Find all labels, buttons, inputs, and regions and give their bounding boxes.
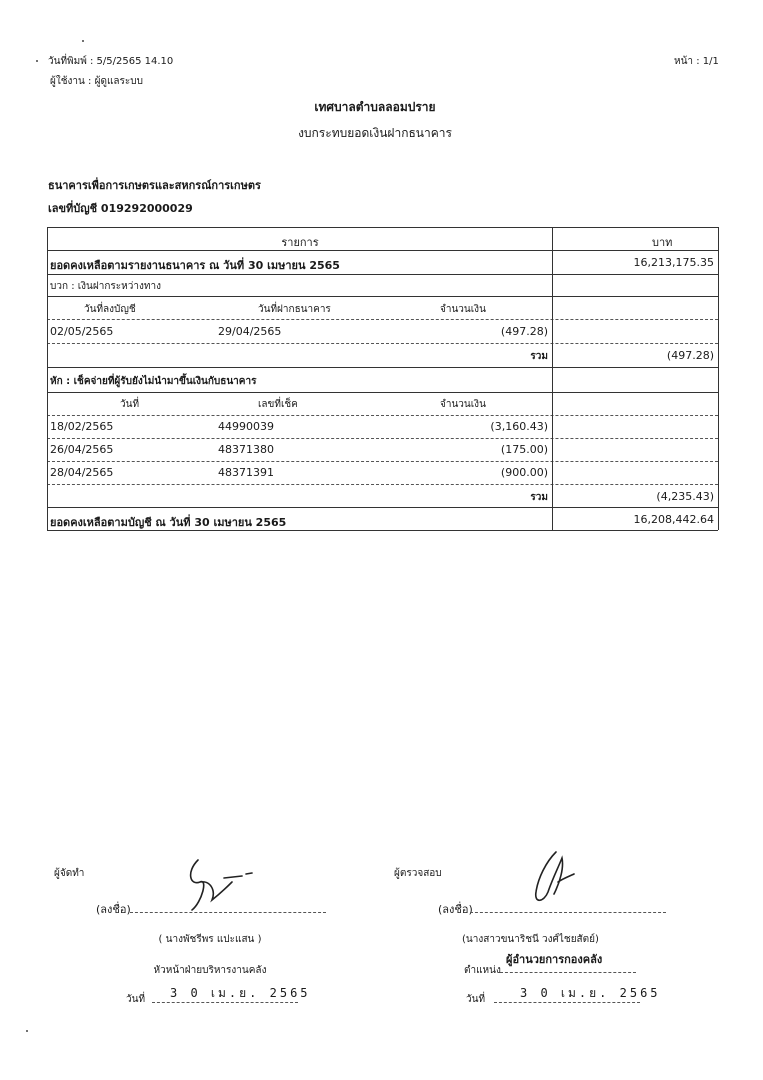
- book-balance-label: ยอดคงเหลือตามบัญชี ณ วันที่ 30 เมษายน 2565: [50, 516, 287, 529]
- account-number: เลขที่บัญชี 019292000029: [48, 202, 193, 215]
- reviewer-date-prefix: วันที่: [466, 994, 486, 1005]
- add-header-amount: จำนวนเงิน: [440, 304, 486, 315]
- less-row-amount: (175.00): [500, 443, 548, 456]
- preparer-signature: [176, 852, 256, 914]
- user-label: ผู้ใช้งาน : ผู้ดูแลระบบ: [50, 76, 143, 87]
- bank-balance-label: ยอดคงเหลือตามรายงานธนาคาร ณ วันที่ 30 เมษายน 2565: [50, 259, 340, 272]
- preparer-date-prefix: วันที่: [126, 994, 146, 1005]
- preparer-name: ( นางพัชรีพร แปะแสน ): [158, 934, 262, 945]
- reviewer-position-prefix: ตำแหน่ง: [464, 965, 501, 976]
- preparer-sign-line: [130, 912, 326, 913]
- less-section-label: หัก : เช็คจ่ายที่ผู้รับยังไม่นำมาขึ้นเงินกับธนาคาร: [50, 376, 257, 387]
- scan-speck: [82, 40, 84, 42]
- add-total-label: รวม: [530, 351, 548, 362]
- less-total-value: (4,235.43): [656, 490, 714, 503]
- less-row-cheque: 48371380: [218, 443, 274, 456]
- preparer-role-label: ผู้จัดทำ: [54, 868, 85, 879]
- reviewer-date: 3 0 เม.ย. 2565: [520, 986, 661, 1000]
- less-row-cheque: 44990039: [218, 420, 274, 433]
- less-row-date: 26/04/2565: [50, 443, 114, 456]
- preparer-date: 3 0 เม.ย. 2565: [170, 986, 311, 1000]
- reviewer-signature: [528, 848, 578, 908]
- add-header-deposit-date: วันที่ฝากธนาคาร: [258, 304, 331, 315]
- add-total-value: (497.28): [666, 349, 714, 362]
- less-row-date: 18/02/2565: [50, 420, 114, 433]
- preparer-position: หัวหน้าฝ่ายบริหารงานคลัง: [153, 965, 267, 976]
- scan-speck: [26, 1030, 28, 1032]
- less-row-cheque: 48371391: [218, 466, 274, 479]
- print-date: วันที่พิมพ์ : 5/5/2565 14.10: [48, 56, 174, 67]
- col-item-header: รายการ: [281, 236, 319, 249]
- preparer-date-line: [152, 1002, 298, 1003]
- less-total-label: รวม: [530, 492, 548, 503]
- add-section-label: บวก : เงินฝากระหว่างทาง: [50, 281, 161, 292]
- scan-speck: [36, 60, 38, 62]
- add-row-deposit-date: 29/04/2565: [218, 325, 282, 338]
- add-row-amount: (497.28): [500, 325, 548, 338]
- org-title: เทศบาลตำบลลอมปราย: [314, 100, 436, 114]
- reviewer-sign-prefix: (ลงชื่อ): [438, 903, 473, 916]
- reviewer-position: ผู้อำนวยการกองคลัง: [506, 953, 603, 966]
- less-row-date: 28/04/2565: [50, 466, 114, 479]
- reviewer-position-line: [500, 972, 636, 973]
- page-number: หน้า : 1/1: [674, 56, 719, 67]
- less-header-date: วันที่: [120, 399, 140, 410]
- add-row-post-date: 02/05/2565: [50, 325, 114, 338]
- reviewer-name: (นางสาวขนาริชนี วงศ์ไชยสัตย์): [462, 934, 599, 945]
- reviewer-date-line: [494, 1002, 640, 1003]
- bank-balance-value: 16,213,175.35: [633, 256, 714, 269]
- book-balance-value: 16,208,442.64: [633, 513, 714, 526]
- reviewer-sign-line: [470, 912, 666, 913]
- less-header-cheque: เลขที่เช็ค: [258, 399, 298, 410]
- reviewer-role-label: ผู้ตรวจสอบ: [394, 868, 442, 879]
- less-header-amount: จำนวนเงิน: [440, 399, 486, 410]
- report-title: งบกระทบยอดเงินฝากธนาคาร: [298, 126, 452, 140]
- less-row-amount: (900.00): [500, 466, 548, 479]
- col-amount-header: บาท: [652, 236, 673, 249]
- less-row-amount: (3,160.43): [490, 420, 548, 433]
- add-header-post-date: วันที่ลงบัญชี: [84, 304, 136, 315]
- preparer-sign-prefix: (ลงชื่อ): [96, 903, 131, 916]
- bank-name: ธนาคารเพื่อการเกษตรและสหกรณ์การเกษตร: [48, 179, 261, 192]
